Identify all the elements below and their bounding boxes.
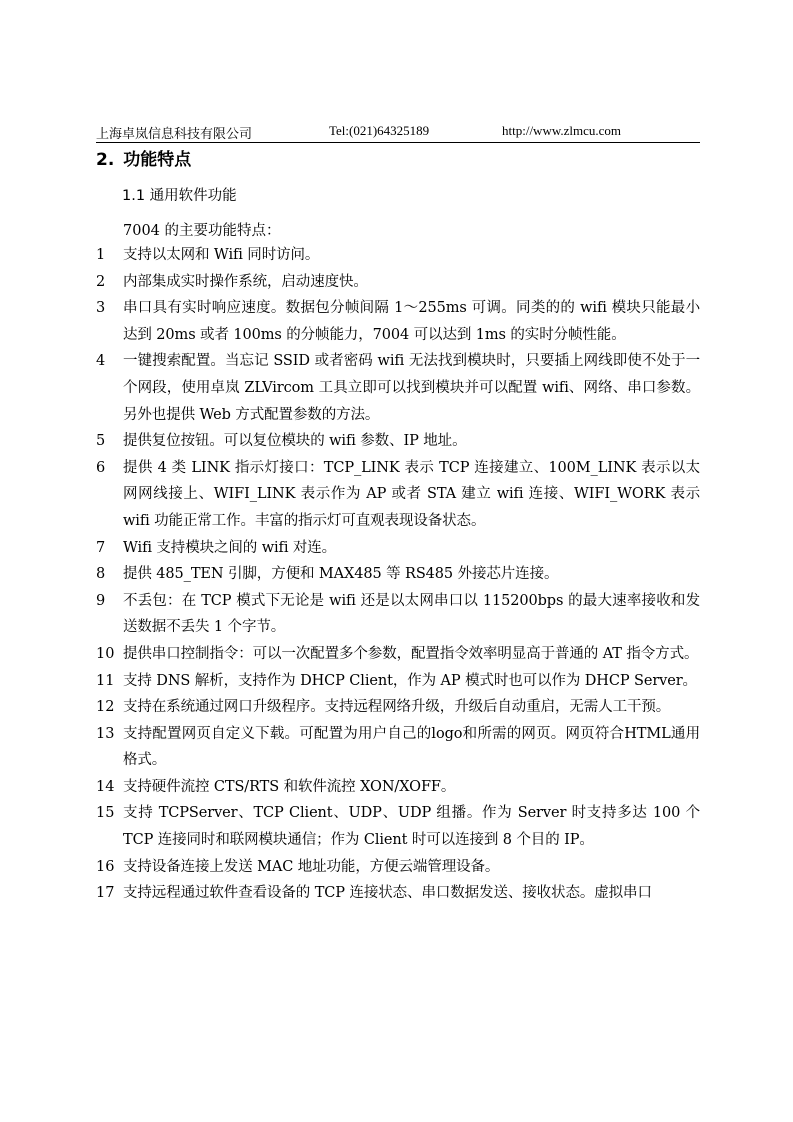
section-title [96,145,191,170]
feature-text: 支持以太网和 Wifi 同时访问。 [123,247,320,263]
feature-item [96,800,700,853]
feature-text: 提供 4 类 LINK 指示灯接口：TCP_LINK 表示 TCP 连接建立、100M_LINK 表示以太网网线接上、WIFI_LINK 表示作为 AP 或者 STA 建立 wifi 连接、WIFI_WORK 表示 wifi 功能正常工作。丰富的指示灯可直观表现设备状态。 [123,459,700,529]
feature-item [96,242,700,269]
feature-item [96,721,700,774]
feature-text: 支持 TCPServer、TCP Client、UDP、UDP 组播。作为 Server 时支持多达 100 个 TCP 连接同时和联网模块通信；作为 Client 时可以连接到 8 个目的 IP。 [123,805,700,849]
feature-number: 11 [96,672,115,689]
feature-item [96,269,700,296]
feature-item [96,588,700,641]
feature-number: 17 [96,885,115,902]
header-company: 上海卓岚信息科技有限公司 [96,126,253,141]
feature-number: 2 [96,273,106,290]
feature-text: 支持设备连接上发送 MAC 地址功能，方便云端管理设备。 [123,858,500,875]
page-header [96,120,700,143]
header-website: http://www.zlmcu.com [502,123,622,138]
feature-text: 支持在系统通过网口升级程序。支持远程网络升级，升级后自动重启，无需人工干预。 [123,699,671,716]
feature-text: 内部集成实时操作系统，启动速度快。 [123,273,368,290]
header-tel: Tel:(021)64325189 [329,123,430,138]
feature-text: 支持硬件流控 CTS/RTS 和软件流控 XON/XOFF。 [123,778,456,795]
feature-text: 串口具有实时响应速度。数据包分帧间隔 1～255ms 可调。同类的的 wifi 模块只能最小达到 20ms 或者 100ms 的分帧能力，7004 可以达到 1ms 的实时分帧性能。 [123,300,700,343]
feature-text: 支持配置网页自定义下载。可配置为用户自己的logo和所需的网页。网页符合HTML通用格式。 [123,725,700,769]
feature-number: 15 [96,805,115,822]
feature-text: 提供复位按钮。可以复位模块的 wifi 参数、IP 地址。 [123,433,467,450]
feature-number: 4 [96,353,106,370]
feature-number: 1 [96,247,106,263]
feature-item [96,455,700,535]
feature-number: 7 [96,539,106,556]
feature-item [96,694,700,721]
feature-item [96,668,700,695]
feature-text: 支持 DNS 解析，支持作为 DHCP Client，作为 AP 模式时也可以作为 DHCP Server。 [123,672,697,689]
intro-text: 7004 的主要功能特点： [123,223,281,239]
feature-number: 13 [96,725,115,742]
feature-item [96,561,700,588]
feature-text: 一键搜索配置。当忘记 SSID 或者密码 wifi 无法找到模块时，只要插上网线即使不处于一个网段，使用卓岚 ZLVircom 工具立即可以找到模块并可以配置 wifi、网络、串口参数。另外也提供 Web 方式配置参数的方法。 [123,353,700,423]
feature-item [96,295,700,348]
feature-item [96,348,700,428]
feature-number: 5 [96,433,106,450]
feature-text: Wifi 支持模块之间的 wifi 对连。 [123,539,337,556]
feature-text: 支持远程通过软件查看设备的 TCP 连接状态、串口数据发送、接收状态。虚拟串口 [123,885,652,902]
feature-number: 3 [96,300,106,317]
feature-item [96,774,700,801]
feature-number: 9 [96,592,106,609]
feature-text: 提供串口控制指令：可以一次配置多个参数，配置指令效率明显高于普通的 AT 指令方式。 [123,645,699,662]
feature-item [96,880,700,907]
feature-number: 8 [96,566,106,583]
section-number: 2. [96,150,115,170]
feature-item [96,641,700,668]
feature-number: 14 [96,778,115,795]
feature-number: 6 [96,459,106,476]
feature-text: 提供 485_TEN 引脚，方便和 MAX485 等 RS485 外接芯片连接。 [123,566,559,583]
feature-item [96,428,700,455]
feature-list [96,242,700,907]
feature-text: 不丢包：在 TCP 模式下无论是 wifi 还是以太网串口以 115200bps 的最大速率接收和发送数据不丢失 1 个字节。 [123,592,700,636]
feature-number: 16 [96,858,115,875]
feature-item [96,854,700,881]
subsection-title: 1.1 通用软件功能 [122,188,237,204]
feature-number: 12 [96,699,115,716]
section-title-text: 功能特点 [123,150,192,170]
feature-item [96,535,700,562]
feature-number: 10 [96,645,115,662]
